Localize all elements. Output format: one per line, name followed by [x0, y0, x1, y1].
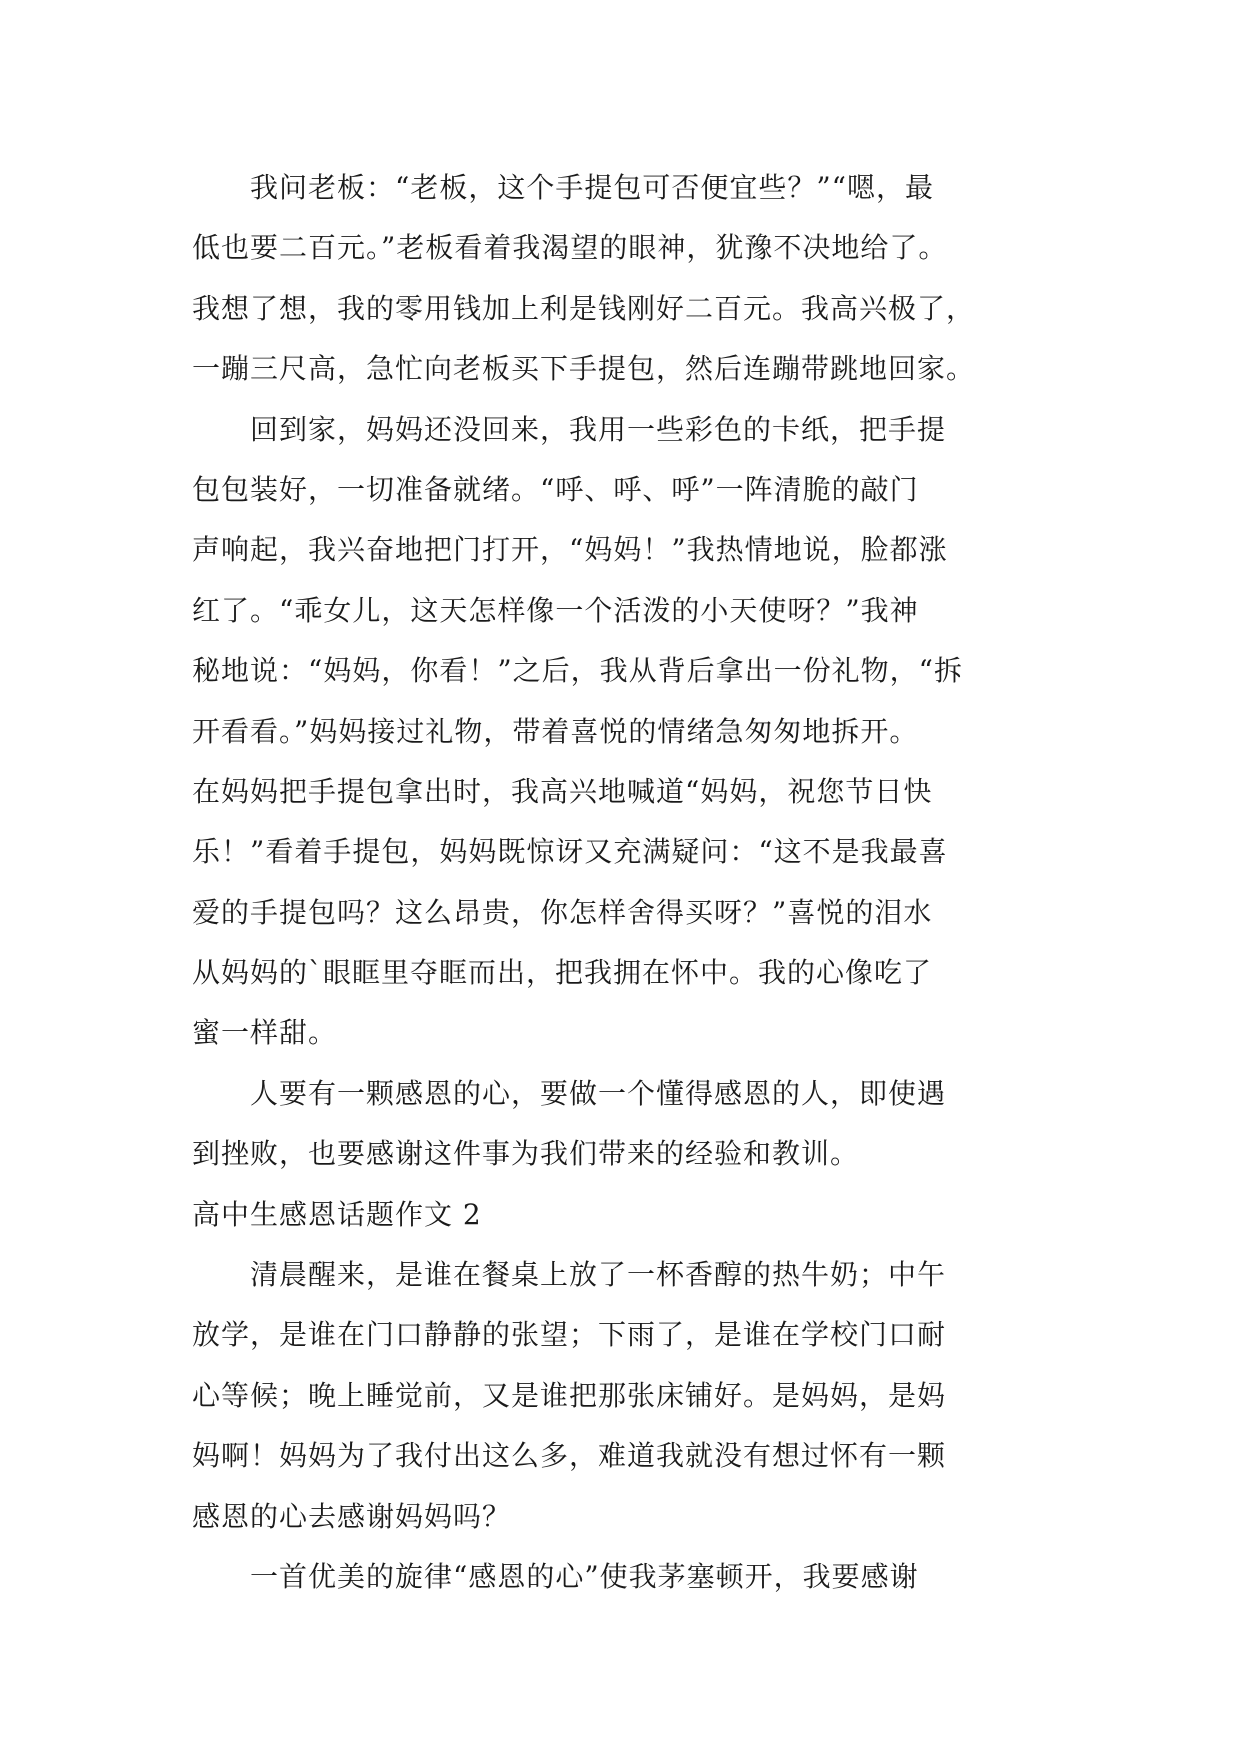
text-line: 从妈妈的`眼眶里夺眶而出，把我拥在怀中。我的心像吃了	[192, 956, 933, 990]
text-line: 蜜一样甜。	[192, 1016, 338, 1050]
text-line: 秘地说：“妈妈，你看！”之后，我从背后拿出一份礼物，“拆	[192, 654, 963, 688]
text-line: 清晨醒来，是谁在餐桌上放了一杯香醇的热牛奶；中午	[192, 1258, 947, 1292]
text-line: 一蹦三尺高，急忙向老板买下手提包，然后连蹦带跳地回家。	[192, 352, 976, 386]
text-line: 包包装好，一切准备就绪。“呼、呼、呼”一阵清脆的敲门	[192, 472, 919, 506]
text-line: 开看看。”妈妈接过礼物，带着喜悦的情绪急匆匆地拆开。	[192, 714, 919, 748]
text-line: 声响起，我兴奋地把门打开，“妈妈！”我热情地说，脸都涨	[192, 533, 948, 567]
text-line: 爱的手提包吗？这么昂贵，你怎样舍得买呀？”喜悦的泪水	[192, 895, 933, 929]
section-heading: 高中生感恩话题作文 2	[192, 1197, 482, 1231]
text-line: 我想了想，我的零用钱加上利是钱刚好二百元。我高兴极了，	[192, 291, 976, 325]
text-line: 低也要二百元。”老板看着我渴望的眼神，犹豫不决地给了。	[192, 231, 948, 265]
text-line: 在妈妈把手提包拿出时，我高兴地喊道“妈妈，祝您节日快	[192, 774, 933, 808]
text-line: 到挫败，也要感谢这件事为我们带来的经验和教训。	[192, 1137, 860, 1171]
document-body	[192, 158, 1072, 1607]
text-line: 红了。“乖女儿，这天怎样像一个活泼的小天使呀？”我神	[192, 593, 919, 627]
text-line: 放学，是谁在门口静静的张望；下雨了，是谁在学校门口耐	[192, 1318, 947, 1352]
text-line: 妈啊！妈妈为了我付出这么多，难道我就没有想过怀有一颗	[192, 1439, 947, 1473]
text-line: 回到家，妈妈还没回来，我用一些彩色的卡纸，把手提	[192, 412, 947, 446]
text-line: 我问老板：“老板，这个手提包可否便宜些？”“嗯，最	[192, 171, 934, 204]
text-line: 乐！”看着手提包，妈妈既惊讶又充满疑问：“这不是我最喜	[192, 835, 948, 869]
text-line: 感恩的心去感谢妈妈吗？	[192, 1499, 512, 1533]
text-line: 一首优美的旋律“感恩的心”使我茅塞顿开，我要感谢	[192, 1559, 919, 1593]
text-line: 心等候；晚上睡觉前，又是谁把那张床铺好。是妈妈，是妈	[192, 1378, 947, 1412]
text-line: 人要有一颗感恩的心，要做一个懂得感恩的人，即使遇	[192, 1076, 947, 1110]
